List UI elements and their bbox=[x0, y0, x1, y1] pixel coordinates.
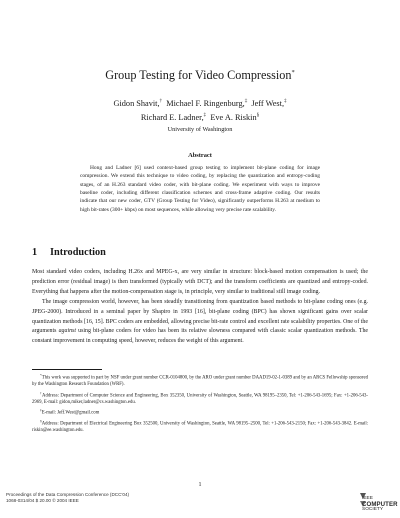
footnote: †Address: Department of Computer Science and Engineering, Box 352350, University of Washington, Seattle, WA 98195–2350, Tel: +1-206-543-1695; Fax: +1-206-543-2969, E-mail: gidon,miker,ladner@cs.washington.edu. bbox=[32, 390, 368, 405]
footnotes bbox=[32, 372, 368, 436]
author-name: Gidon Shavit, bbox=[113, 98, 160, 108]
author-list bbox=[0, 96, 400, 125]
author-line-1: Gidon Shavit,† Michael F. Ringenburg,‡ Jeff West,‡ bbox=[113, 98, 287, 108]
page-number: 1 bbox=[198, 482, 202, 488]
author-name: Jeff West, bbox=[251, 98, 285, 108]
emphasis: against bbox=[58, 328, 76, 335]
section-number: 1 bbox=[32, 247, 38, 258]
title-footnote-mark: * bbox=[291, 68, 295, 76]
paper-title: Group Testing for Video Compression* bbox=[105, 68, 295, 82]
author-name: Richard E. Ladner, bbox=[140, 113, 204, 123]
footer-line: Proceedings of the Data Compression Conference (DCC’04) bbox=[6, 492, 130, 497]
abstract-text: Hong and Ladner [6] used context-based group testing to implement bit-plane coding for image compression. We extend this technique to video coding, by replacing the quantization and entropy-coding stages, of an H.263 standard video coder, with bit-plane coding. We experiment with ways to improve baseline coder, including different classification schemes and cross-frame adaptive coding. Our results indicate that our new coder, GTV (Group Testing for Video), significantly outperforms H.263 at medium to high bit-rates (300+ kbps) on most sequences, while allowing very precise rate scalability. bbox=[80, 165, 320, 213]
affiliation: University of Washington bbox=[167, 126, 233, 133]
paragraph: Most standard video coders, including H.26x and MPEG-x, are very similar in structure: block-based motion compensation is used; the prediction error (residual image) is then transformed (typically with DCT); and the transform coefficients are quantized and entropy-coded. Everything that happens after the motion-compensation stage is, in principle, very similar to traditional still image coding. bbox=[32, 269, 368, 295]
body-text bbox=[32, 268, 368, 347]
footnote: *This work was supported in part by NSF under grant number CCR-0104800, by the ARO under grant number DAAD19-02-1-0389 and by an ARCS Fellowship sponsored by the Washington Research Foundation (WRF). bbox=[32, 373, 368, 388]
author-line-2: Richard E. Ladner,‡ Eve A. Riskin§ bbox=[140, 113, 260, 123]
abstract-heading: Abstract bbox=[188, 152, 212, 159]
author-name: Michael F. Ringenburg, bbox=[166, 98, 245, 108]
proceedings-footer bbox=[6, 492, 129, 504]
footnote: §Address: Department of Electrical Engineering Box 352500, University of Washington, Seattle, WA 98195–2500, Tel: +1-206-543-2150; Fax: +1-206-543-3842. E-mail: riskin@ee.washington.edu. bbox=[32, 419, 368, 434]
paragraph: The image compression world, however, has been steadily transitioning from quantization based methods to bit-plane coding ones (e.g. JPEG-2000). Introduced in a seminal paper by Shapiro in 1993 [16], bit-plane coding (BPC) has shown significant gains over scalar quantization methods [16, 15]. BPC coders are embedded, allowing precise bit-rate control and excellent rate scalability properties. One of the arguments against using bit-plane coders for video has been its relative slowness compared with classic scalar quantization methods. The constant improvement in computing speed, however, reduces the weight of this argument. bbox=[32, 298, 369, 345]
footer-line: 1068-0314/04 $ 20.00 © 2004 IEEE bbox=[6, 498, 79, 503]
logo-text: IEEE COMPUTER SOCIETY bbox=[362, 496, 398, 513]
footnote: ‡E-mail: Jeff.West@gmail.com bbox=[40, 408, 100, 416]
section-title: Introduction bbox=[50, 247, 106, 258]
section-heading bbox=[32, 247, 106, 258]
author-name: Eve A. Riskin bbox=[210, 113, 257, 123]
footnote-rule bbox=[32, 369, 102, 370]
